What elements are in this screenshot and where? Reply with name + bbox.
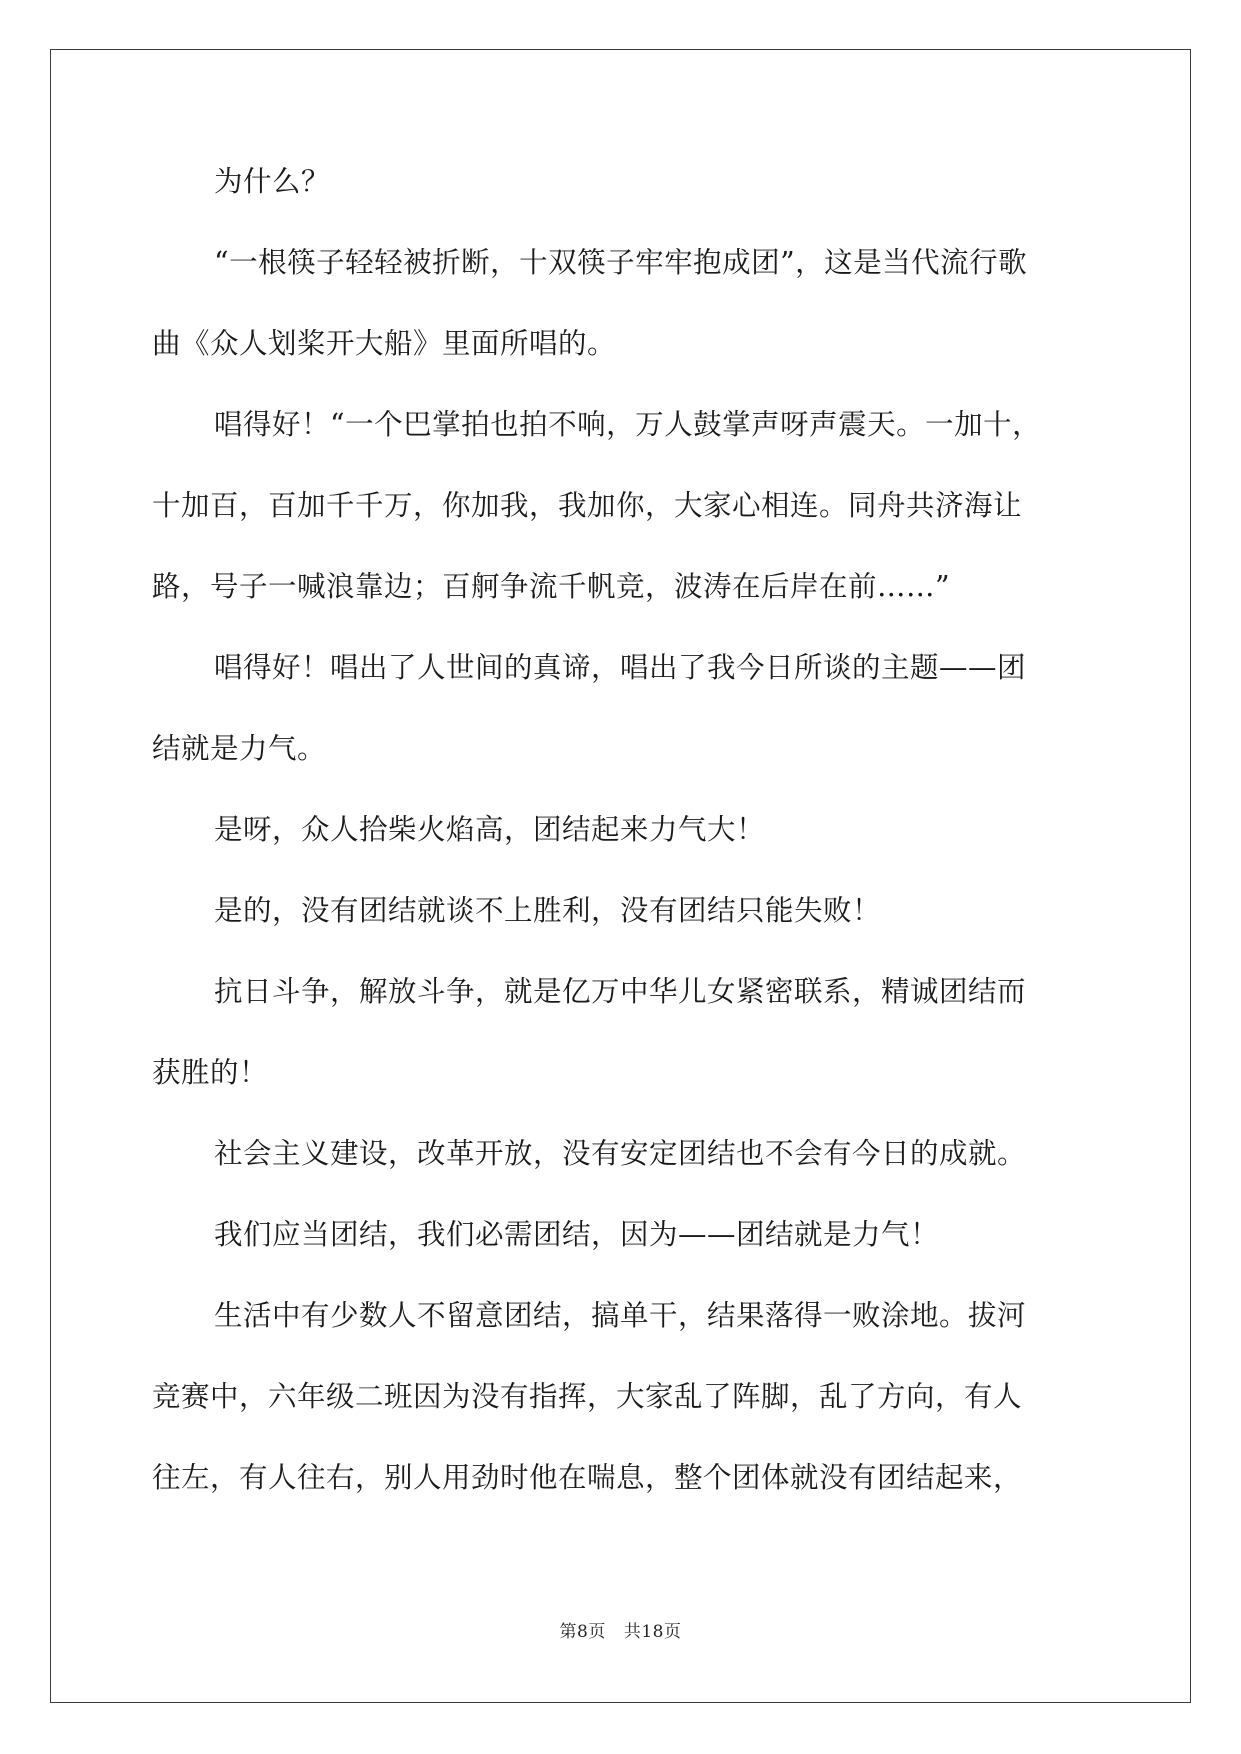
page-number: 第8页 <box>559 1622 606 1642</box>
text-line: 竞赛中，六年级二班因为没有指挥，大家乱了阵脚，乱了方向，有人 <box>152 1380 1023 1413</box>
text-line: 获胜的！ <box>152 1056 269 1089</box>
text-line: 生活中有少数人不留意团结，搞单干，结果落得一败涂地。拔河 <box>214 1299 1027 1332</box>
text-line: 抗日斗争，解放斗争，就是亿万中华儿女紧密联系，精诚团结而 <box>214 975 1027 1008</box>
text-line: 十加百，百加千千万，你加我，我加你，大家心相连。同舟共济海让 <box>152 489 1023 522</box>
page-footer <box>0 1617 1241 1642</box>
text-line: 为什么？ <box>214 165 331 198</box>
document-body <box>152 158 1104 1535</box>
text-line: 往左，有人往右，别人用劲时他在喘息，整个团体就没有团结起来， <box>152 1461 1023 1494</box>
text-line: 社会主义建设，改革开放，没有安定团结也不会有今日的成就。 <box>214 1137 1027 1170</box>
text-line: 唱得好！唱出了人世间的真谛，唱出了我今日所谈的主题——团 <box>214 651 1027 684</box>
text-line: 唱得好！“一个巴掌拍也拍不响，万人鼓掌声呀声震天。一加十， <box>214 408 1042 441</box>
text-line: 我们应当团结，我们必需团结，因为——团结就是力气！ <box>214 1218 940 1251</box>
text-line: “一根筷子轻轻被折断，十双筷子牢牢抱成团”，这是当代流行歌 <box>214 246 1028 279</box>
text-line: 曲《众人划桨开大船》里面所唱的。 <box>152 327 617 360</box>
text-line: 是的，没有团结就谈不上胜利，没有团结只能失败！ <box>214 894 882 927</box>
text-line: 是呀，众人拾柴火焰高，团结起来力气大！ <box>214 813 766 846</box>
text-line: 路，号子一喊浪靠边；百舸争流千帆竞，波涛在后岸在前……” <box>152 570 951 603</box>
page-total: 共18页 <box>623 1622 682 1642</box>
text-line: 结就是力气。 <box>152 732 327 765</box>
